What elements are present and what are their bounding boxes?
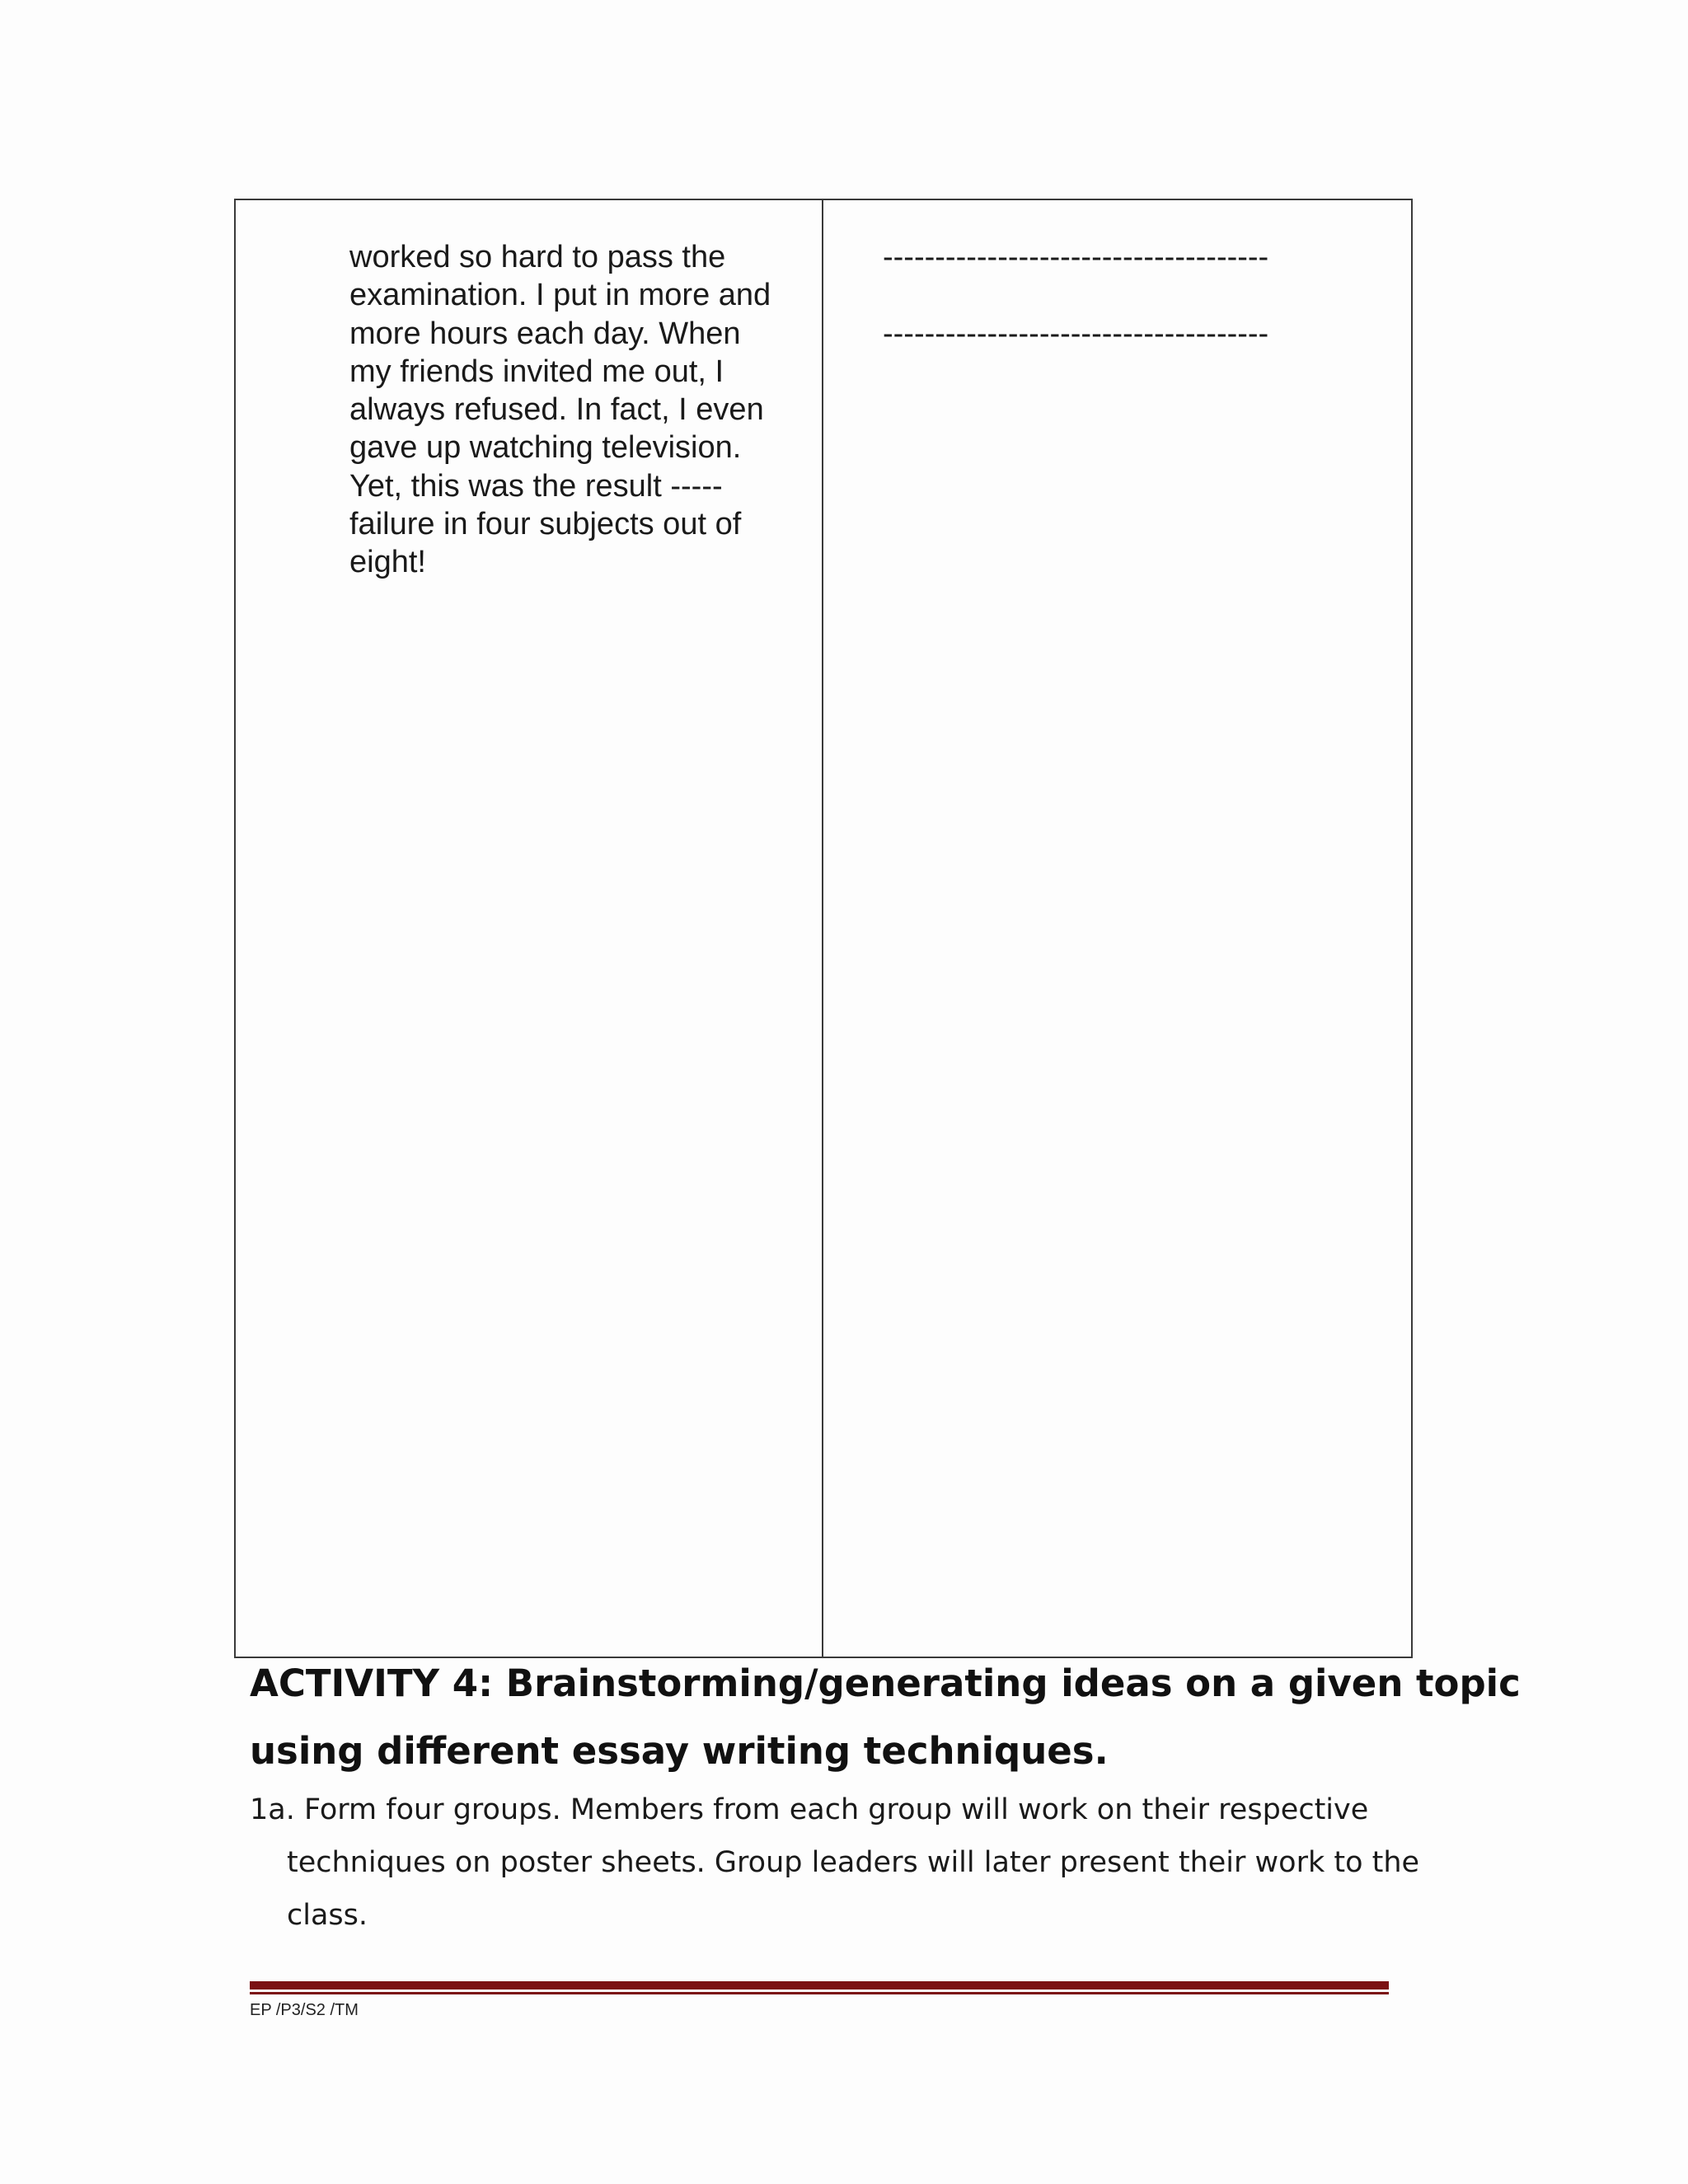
passage-line: failure in four subjects out of xyxy=(349,507,742,542)
passage-line: worked so hard to pass the xyxy=(349,240,726,274)
instruction-line: techniques on poster sheets. Group leaders will later present their work to the xyxy=(287,1846,1420,1879)
activity-heading xyxy=(250,1650,1521,1785)
table-left-column xyxy=(236,200,823,1657)
passage-line: always refused. In fact, I even xyxy=(349,392,764,428)
two-column-table xyxy=(234,199,1413,1658)
passage-line: my friends invited me out, I xyxy=(349,354,724,389)
answer-blank-line: ------------------------------------- xyxy=(883,316,1269,351)
passage-line: more hours each day. When xyxy=(349,316,741,351)
instruction-line: 1a. Form four groups. Members from each group will work on their respective xyxy=(250,1793,1369,1826)
passage-line: gave up watching television. xyxy=(349,430,742,466)
footer-divider-thin xyxy=(250,1992,1389,1994)
activity-heading-line: using different essay writing techniques. xyxy=(250,1729,1109,1773)
table-right-column xyxy=(823,200,1411,1657)
passage-line: Yet, this was the result ----- xyxy=(349,468,723,504)
answer-blank-line: ------------------------------------- xyxy=(883,240,1269,274)
activity-heading-line: ACTIVITY 4: Brainstorming/generating ideas on a given topic xyxy=(250,1661,1521,1705)
passage-line: examination. I put in more and xyxy=(349,278,771,313)
passage-text xyxy=(349,238,811,582)
instruction-line: class. xyxy=(287,1899,368,1932)
footer-divider-thick xyxy=(250,1981,1389,1990)
activity-instruction xyxy=(250,1783,1445,1942)
footer-document-code: EP /P3/S2 /TM xyxy=(250,2001,359,2019)
passage-line: eight! xyxy=(349,545,426,580)
